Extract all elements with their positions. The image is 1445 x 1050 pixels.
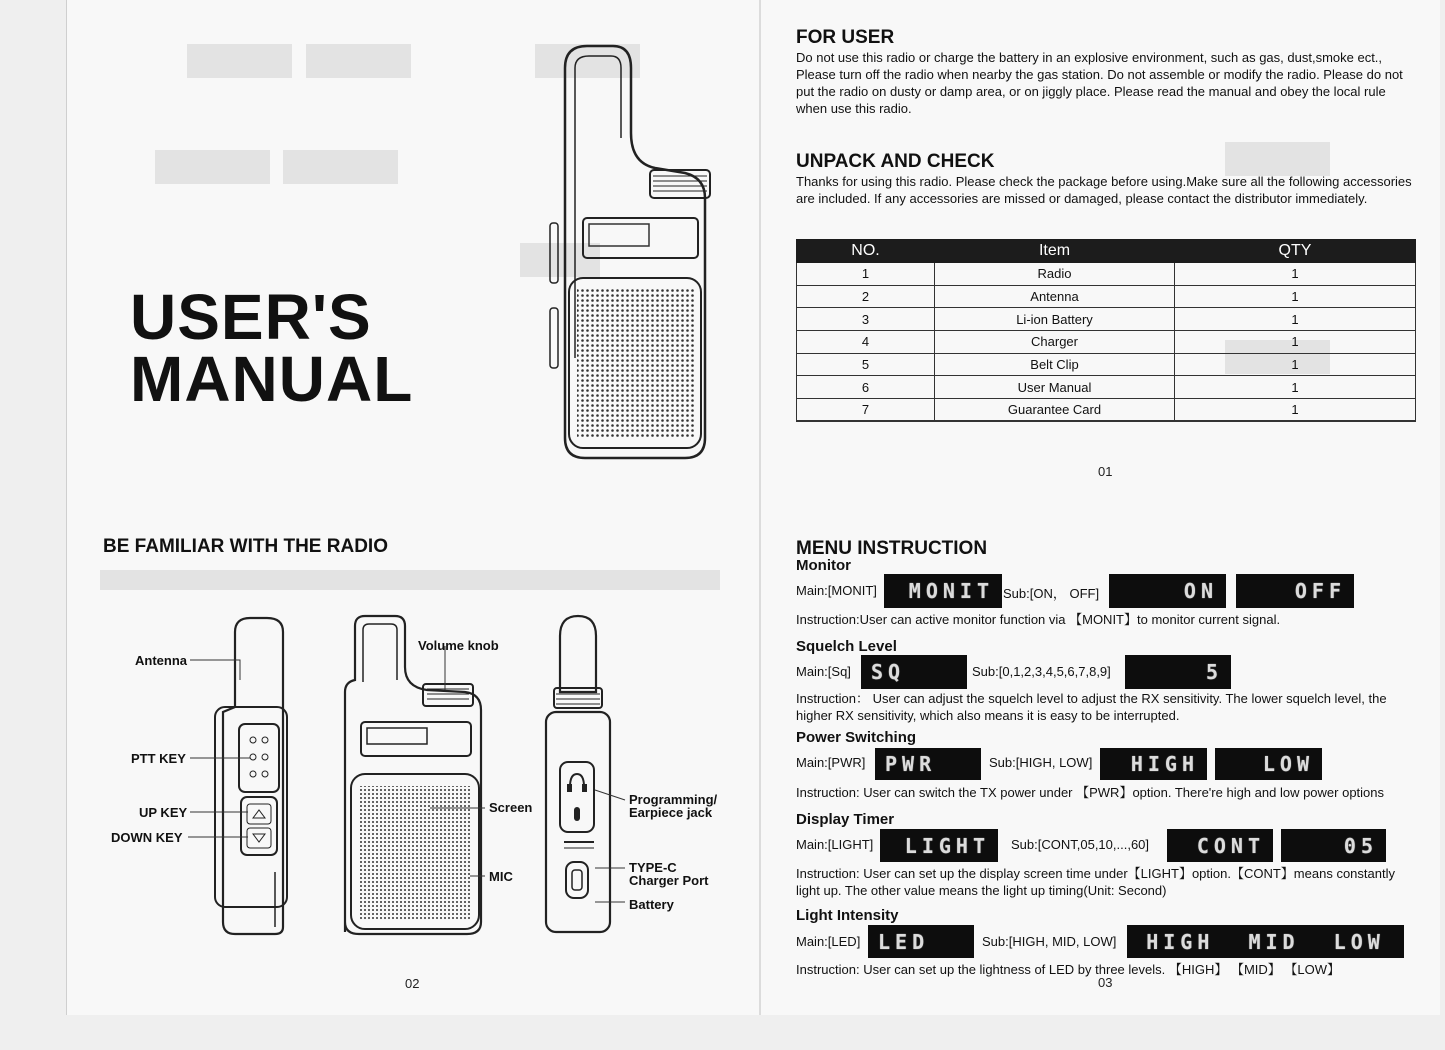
lcd-text: HIGH — [1130, 752, 1199, 776]
power-main: Main:[PWR] — [796, 755, 866, 770]
cell-item: Guarantee Card — [935, 399, 1175, 422]
lcd-text: PWR — [885, 752, 937, 776]
label-earpiece: Earpiece jack — [629, 805, 713, 820]
monitor-main: Main:[MONIT] — [796, 583, 877, 598]
package-table — [796, 239, 1416, 422]
label-programming: Programming/ — [629, 792, 718, 807]
unpack-heading: UNPACK AND CHECK — [796, 151, 995, 172]
cell-qty: 1 — [1175, 353, 1416, 376]
label-ptt-key: PTT KEY — [131, 751, 186, 766]
cell-no: 4 — [797, 331, 935, 354]
display-main: Main:[LIGHT] — [796, 837, 874, 852]
cell-qty: 1 — [1175, 399, 1416, 422]
label-up-key: UP KEY — [139, 805, 188, 820]
table-row — [797, 353, 1416, 376]
cell-item: Antenna — [935, 285, 1175, 308]
lcd-light-main — [868, 925, 974, 958]
cell-qty: 1 — [1175, 308, 1416, 331]
cover-title-line: MANUAL — [130, 343, 414, 415]
label-volume-knob: Volume knob — [418, 638, 499, 653]
column-header-no: NO. — [797, 240, 935, 263]
label-antenna: Antenna — [135, 653, 187, 668]
bleed-through-box — [100, 570, 720, 590]
squelch-main: Main:[Sq] — [796, 664, 851, 679]
page-number: 03 — [1098, 975, 1113, 990]
lcd-light-sub — [1127, 925, 1404, 958]
display-title: Display Timer — [796, 811, 895, 828]
lcd-display-main — [880, 829, 998, 862]
table-row — [797, 331, 1416, 354]
unpack-text: Thanks for using this radio. Please check the package before using.Make sure all the following accessories are included. If any accessories are missed or damaged, please contact the distributor immediately. — [796, 174, 1412, 206]
cell-qty: 1 — [1175, 331, 1416, 354]
page-fold — [759, 0, 761, 1015]
page-number: 01 — [1098, 464, 1113, 479]
squelch-sub: Sub:[0,1,2,3,4,5,6,7,8,9] — [972, 664, 1111, 679]
light-title: Light Intensity — [796, 907, 899, 924]
monitor-sub: Sub:[ON， OFF] — [1003, 586, 1100, 601]
callout-lines — [90, 640, 690, 920]
lcd-text: CONT — [1196, 833, 1265, 858]
squelch-title: Squelch Level — [796, 638, 897, 655]
squelch-instruction: Instruction： User can adjust the squelch level to adjust the RX sensitivity. The lower squelch level, the higher RX sensitivity, which also means it is easy to be interrupted. — [796, 691, 1387, 723]
power-instruction: Instruction: User can switch the TX power under 【PWR】option. There're high and low power options — [796, 785, 1385, 800]
cell-qty: 1 — [1175, 376, 1416, 399]
light-sub: Sub:[HIGH, MID, LOW] — [982, 934, 1117, 949]
cell-item: Charger — [935, 331, 1175, 354]
familiar-heading: BE FAMILIAR WITH THE RADIO — [103, 536, 388, 557]
cell-qty: 1 — [1175, 263, 1416, 286]
light-main: Main:[LED] — [796, 934, 861, 949]
lcd-power-main — [875, 748, 981, 780]
lcd-monitor-main — [884, 574, 1002, 608]
cell-item: Li-ion Battery — [935, 308, 1175, 331]
bleed-through-box — [187, 44, 292, 78]
label-down-key: DOWN KEY — [111, 830, 183, 845]
lcd-text: 5 — [1205, 660, 1223, 684]
lcd-power-sub-low — [1215, 748, 1322, 780]
label-typec: TYPE-C — [629, 860, 677, 875]
cell-no: 1 — [797, 263, 935, 286]
bleed-through-box — [306, 44, 411, 78]
lcd-monitor-sub-off — [1236, 574, 1354, 608]
lcd-text: 05 — [1343, 833, 1378, 858]
lcd-text: LIGHT — [904, 833, 990, 858]
cell-no: 6 — [797, 376, 935, 399]
label-battery: Battery — [629, 897, 674, 912]
table-row — [797, 263, 1416, 286]
lcd-text: MONIT — [908, 579, 994, 603]
label-charger-port: Charger Port — [629, 873, 709, 888]
table-header-row — [797, 240, 1416, 263]
bleed-through-box — [283, 150, 398, 184]
table-row — [797, 308, 1416, 331]
cover-title-line: USER'S — [130, 281, 372, 353]
cell-no: 2 — [797, 285, 935, 308]
lcd-squelch-sub — [1125, 655, 1231, 689]
label-screen: Screen — [489, 800, 533, 815]
column-header-item: Item — [935, 240, 1175, 263]
lcd-monitor-sub-on — [1109, 574, 1226, 608]
bleed-through-box — [155, 150, 270, 184]
lcd-text: LED — [878, 929, 930, 954]
monitor-title: Monitor — [796, 557, 851, 574]
for-user-heading: FOR USER — [796, 27, 895, 48]
light-instruction: Instruction: User can set up the lightness of LED by three levels. 【HIGH】 【MID】 【LOW】 — [796, 962, 1341, 977]
page-number: 02 — [405, 976, 420, 991]
cell-no: 3 — [797, 308, 935, 331]
lcd-text: LOW — [1262, 752, 1314, 776]
lcd-power-sub-high — [1100, 748, 1207, 780]
lcd-text: ON — [1183, 579, 1218, 603]
cell-item: User Manual — [935, 376, 1175, 399]
column-header-qty: QTY — [1175, 240, 1416, 263]
cell-no: 7 — [797, 399, 935, 422]
menu-heading: MENU INSTRUCTION — [796, 538, 988, 559]
table-row — [797, 285, 1416, 308]
lcd-display-sub-cont — [1167, 829, 1273, 862]
cell-item: Radio — [935, 263, 1175, 286]
lcd-text: OFF — [1294, 579, 1346, 603]
label-mic: MIC — [489, 869, 513, 884]
table-row — [797, 376, 1416, 399]
cell-qty: 1 — [1175, 285, 1416, 308]
table-row — [797, 399, 1416, 422]
lcd-text: SQ — [871, 660, 906, 684]
lcd-squelch-main — [861, 655, 967, 689]
lcd-display-sub-05 — [1281, 829, 1386, 862]
for-user-text: Do not use this radio or charge the battery in an explosive environment, such as gas, dust,smoke ect., Please turn off the radio when nearby the gas station. Do not assemble or modify the radio. Please do not put the radio on dusty or damp area, or on jiggly place. Please read the manual and obey the local rule when use this radio. — [796, 50, 1403, 116]
cover-title — [130, 281, 414, 415]
lcd-text: HIGH MID LOW — [1146, 929, 1385, 954]
cell-no: 5 — [797, 353, 935, 376]
power-sub: Sub:[HIGH, LOW] — [989, 755, 1093, 770]
display-instruction: Instruction: User can set up the display screen time under【LIGHT】option.【CONT】means constantly light up. The other value means the light up timing(Unit: Second) — [796, 866, 1395, 898]
radio-illustration-large — [545, 38, 725, 468]
cell-item: Belt Clip — [935, 353, 1175, 376]
power-title: Power Switching — [796, 729, 917, 746]
monitor-instruction: Instruction:User can active monitor function via 【MONIT】to monitor current signal. — [796, 612, 1281, 627]
display-sub: Sub:[CONT,05,10,...,60] — [1011, 837, 1150, 852]
bleed-through-box — [1225, 142, 1330, 176]
